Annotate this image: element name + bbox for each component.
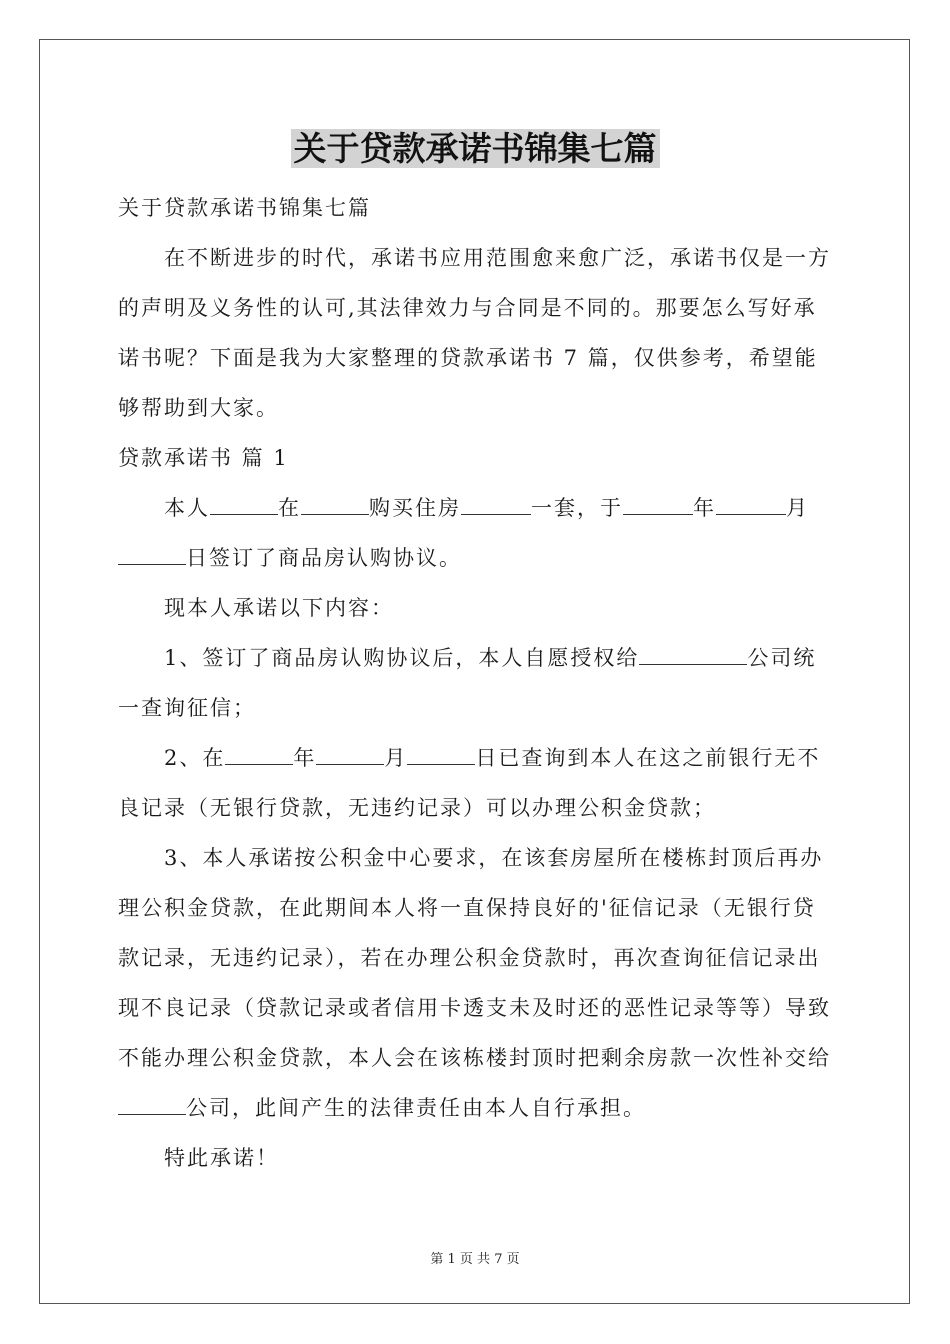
intro-paragraph: 在不断进步的时代，承诺书应用范围愈来愈广泛，承诺书仅是一方的声明及义务性的认可,其法律效力与合同是不同的。那要怎么写好承诺书呢？下面是我为大家整理的贷款承诺书 7 篇，仅供参考，希望能够帮助到大家。 bbox=[118, 246, 831, 420]
blank-month bbox=[316, 746, 384, 765]
paragraph-closing: 特此承诺！ bbox=[164, 1146, 279, 1170]
text-segment: 月 bbox=[786, 496, 809, 520]
text-segment: 公司，此间产生的法律责任由本人自行承担。 bbox=[186, 1096, 646, 1120]
blank-day bbox=[407, 746, 475, 765]
document-subtitle: 关于贷款承诺书锦集七篇 bbox=[118, 196, 371, 220]
blank-year bbox=[623, 496, 693, 515]
blank-name bbox=[210, 496, 278, 515]
blank-property bbox=[461, 496, 531, 515]
text-segment: 本人 bbox=[164, 496, 210, 520]
paragraph-item-1 bbox=[118, 633, 834, 733]
blank-month bbox=[716, 496, 786, 515]
document-body bbox=[118, 183, 834, 1183]
blank-day bbox=[118, 546, 186, 565]
text-segment: 日签订了商品房认购协议。 bbox=[186, 546, 462, 570]
blank-company bbox=[639, 646, 747, 665]
section-heading: 贷款承诺书 篇 1 bbox=[118, 446, 289, 470]
text-segment: 在 bbox=[278, 496, 301, 520]
text-segment: 月 bbox=[384, 746, 408, 770]
text-segment: 年 bbox=[693, 496, 716, 520]
page-footer: 第 1 页 共 7 页 bbox=[430, 1252, 520, 1267]
text-segment: 2、在 bbox=[164, 746, 226, 770]
text-segment: 1、签订了商品房认购协议后，本人自愿授权给 bbox=[164, 646, 640, 670]
text-segment: 公司统一查询征信； bbox=[118, 646, 817, 720]
text-segment: 3、本人承诺按公积金中心要求，在该套房屋所在楼栋封顶后再办理公积金贷款，在此期间本人将一直保持良好的'征信记录（无银行贷款记录，无违约记录），若在办理公积金贷款时，再次查询征信记录出现不良记录（贷款记录或者信用卡透支未及时还的恶性记录等等）导致不能办理公积金贷款，本人会在该栋楼封顶时把剩余房款一次性补交给 bbox=[118, 846, 831, 1070]
paragraph-item-2 bbox=[118, 733, 834, 833]
blank-company bbox=[118, 1096, 186, 1115]
document-title: 关于贷款承诺书锦集七篇 bbox=[0, 128, 950, 170]
text-segment: 年 bbox=[293, 746, 317, 770]
blank-year bbox=[225, 746, 293, 765]
paragraph-commitment-intro: 现本人承诺以下内容： bbox=[164, 596, 394, 620]
paragraph-purchase bbox=[118, 483, 834, 583]
blank-location bbox=[301, 496, 369, 515]
text-segment: 一套，于 bbox=[531, 496, 623, 520]
paragraph-item-3 bbox=[118, 833, 834, 1133]
text-segment: 购买住房 bbox=[369, 496, 461, 520]
text-segment: 日已查询到本人在这之前银行无不良记录（无银行贷款，无违约记录）可以办理公积金贷款； bbox=[118, 746, 821, 820]
